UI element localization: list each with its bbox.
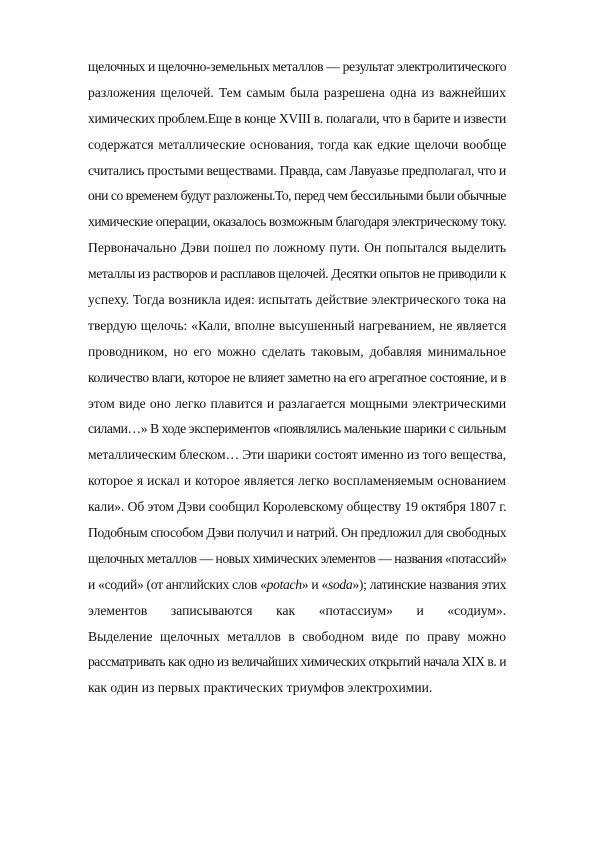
text-segment: твердую щелочь: «Кали, вполне высушенный нагреванием, не является (88, 317, 507, 333)
text-line (88, 313, 506, 339)
text-line (88, 391, 506, 417)
body-paragraph (88, 54, 506, 701)
text-segment: считались простыми веществами. Правда, сам Лавуазье предполагал, что и (88, 162, 507, 178)
text-line (88, 339, 506, 365)
text-segment: »); латинские названия этих (352, 576, 507, 592)
text-segment: химических проблем.Еще в конце XVIII в. полагали, что в барите и извести (88, 110, 506, 126)
text-line (88, 365, 506, 391)
text-segment: Подобным способом Дэви получил и натрий. Он предложил для свободных (88, 525, 507, 541)
text-segment: этом виде оно легко плавится и разлагается мощными электрическими (88, 395, 507, 411)
italic-word: soda (327, 576, 353, 592)
text-line (88, 287, 506, 313)
text-segment: как один из первых практических триумфов электрохимии. (88, 680, 433, 696)
text-segment: содержатся металлические основания, тогда как едкие щелочи вообще (88, 136, 507, 152)
text-line (88, 158, 506, 184)
text-line (88, 546, 506, 572)
italic-word: potach (266, 576, 302, 592)
text-line (88, 80, 506, 106)
text-line (88, 598, 506, 624)
text-segment: элементов записываются как «потассиум» и «содиум». (88, 602, 507, 618)
text-segment: химические операции, оказалось возможным благодаря электрическому току. (88, 214, 507, 230)
text-line (88, 520, 506, 546)
text-segment: разложения щелочей. Тем самым была разрешена одна из важнейших (88, 84, 506, 100)
text-segment: » и « (301, 576, 328, 592)
text-line (88, 624, 506, 650)
text-segment: Первоначально Дэви пошел по ложному пути. Он попытался выделить (88, 240, 507, 256)
text-segment: которое я искал и которое является легко воспламеняемым основанием (88, 473, 507, 489)
text-segment: проводником, но его можно сделать таковым, добавляя минимальное (88, 343, 506, 359)
text-segment: количество влаги, которое не влияет заметно на его агрегатное состояние, и в (88, 369, 507, 385)
text-line (88, 235, 506, 261)
text-segment: и «содий» (от английских слов « (88, 576, 267, 592)
text-line (88, 183, 506, 209)
text-line (88, 261, 506, 287)
text-line (88, 54, 506, 80)
text-segment: металлическим блеском… Эти шарики состоят именно из того вещества, (88, 447, 506, 463)
text-line (88, 132, 506, 158)
text-segment: щелочных металлов — новых химических элементов — названия «потассий» (88, 550, 507, 566)
text-line (88, 416, 506, 442)
text-segment: успеху. Тогда возникла идея: испытать действие электрического тока на (88, 292, 506, 308)
text-segment: кали». Об этом Дэви сообщил Королевскому обществу 19 октября 1807 г. (88, 499, 507, 515)
text-line (88, 572, 506, 598)
text-segment: силами…» В ходе экспериментов «появлялись маленькие шарики с сильным (88, 421, 506, 437)
text-line (88, 649, 506, 675)
text-segment: рассматривать как одно из величайших химических открытий начала XIX в. и (88, 654, 506, 670)
text-segment: щелочных и щелочно-земельных металлов — результат электролитического (88, 59, 507, 74)
text-line (88, 442, 506, 468)
text-segment: Выделение щелочных металлов в свободном виде по праву можно (88, 628, 506, 644)
text-segment: они со временем будут разложены.То, перед чем бессильными были обычные (88, 188, 506, 204)
text-line (88, 675, 506, 701)
text-line (88, 209, 506, 235)
text-segment: металлы из растворов и расплавов щелочей. Десятки опытов не приводили к (88, 266, 506, 282)
text-line (88, 106, 506, 132)
text-line (88, 468, 506, 494)
text-line (88, 494, 506, 520)
